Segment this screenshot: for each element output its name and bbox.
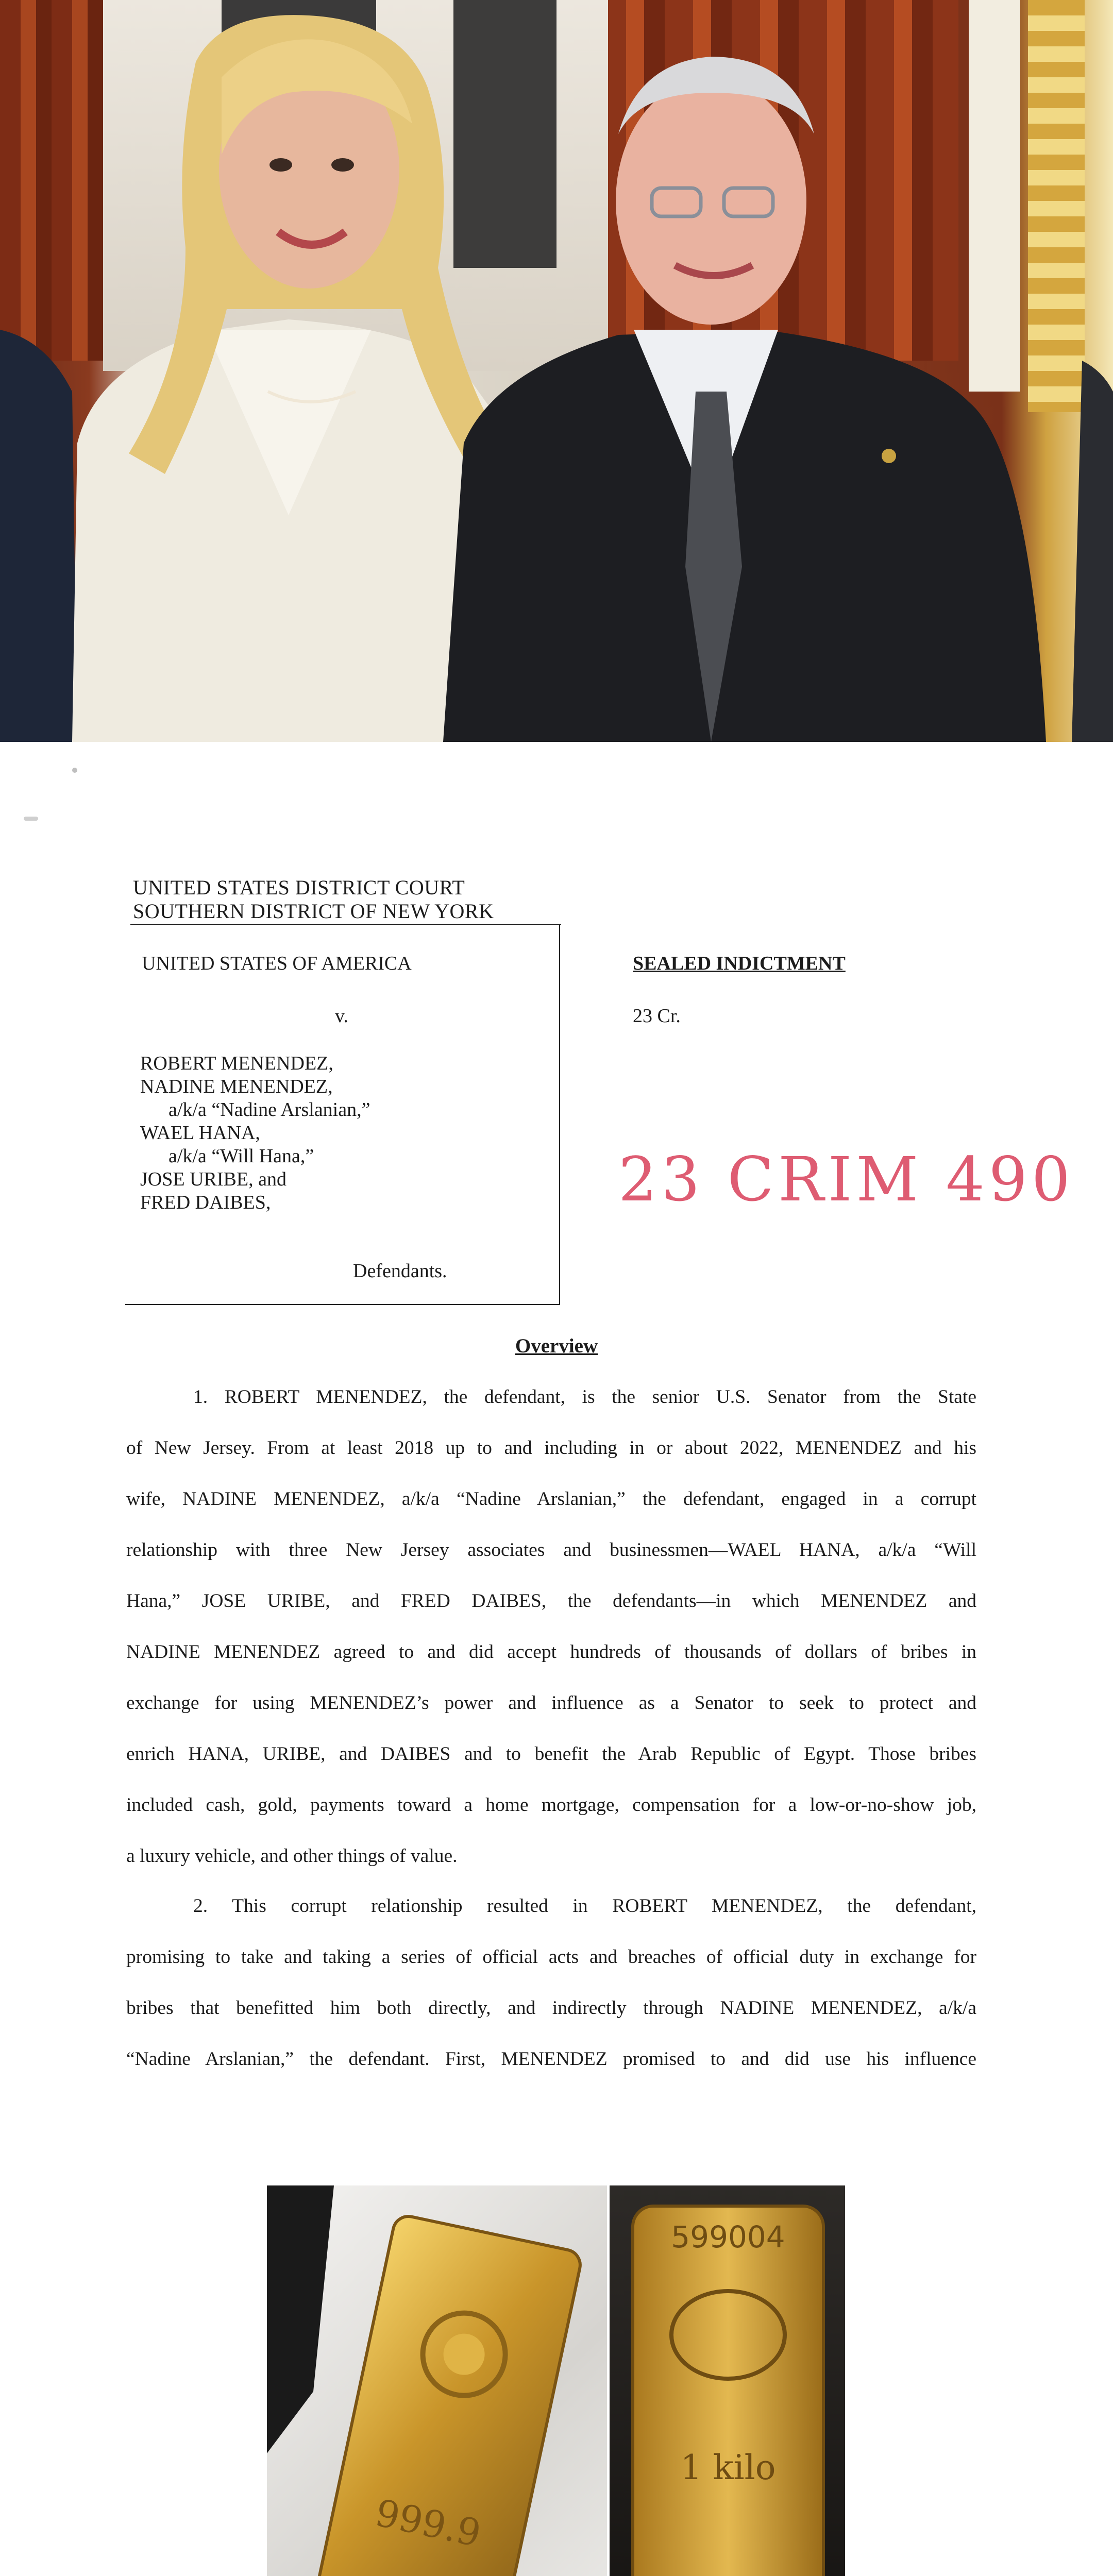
caption-vertical-rule	[559, 924, 560, 1305]
case-stamp: 23 CRIM 490	[618, 1144, 1074, 1215]
court-line-1: UNITED STATES DISTRICT COURT	[133, 876, 465, 899]
para1-line: enrich HANA, URIBE, and DAIBES and to benefit the Arab Republic of Egypt. Those bribes	[126, 1743, 976, 1765]
people-illustration	[0, 0, 1113, 742]
scan-mark	[72, 768, 77, 773]
para1-line: wife, NADINE MENENDEZ, a/k/a “Nadine Arslanian,” the defendant, engaged in a corrupt	[126, 1488, 976, 1510]
caption-bottom-rule	[125, 1304, 560, 1305]
court-heading	[133, 876, 494, 923]
defendants-label: Defendants.	[353, 1260, 447, 1282]
versus: v.	[335, 1005, 349, 1027]
plaintiff-name: UNITED STATES OF AMERICA	[142, 953, 412, 974]
para2-line: 2. This corrupt relationship resulted in ROBERT MENENDEZ, the defendant,	[193, 1895, 976, 1917]
case-number: 23 Cr.	[633, 1005, 681, 1027]
paragraph-2	[126, 1880, 976, 2084]
indictment-title: SEALED INDICTMENT	[633, 953, 846, 974]
gold-bar-1-illustration	[267, 2185, 607, 2576]
para1-line: NADINE MENENDEZ agreed to and did accept hundreds of thousands of dollars of bribes in	[126, 1641, 976, 1663]
para1-line: of New Jersey. From at least 2018 up to and including in or about 2022, MENENDEZ and his	[126, 1437, 976, 1459]
para1-line: 1. ROBERT MENENDEZ, the defendant, is the senior U.S. Senator from the State	[193, 1386, 976, 1408]
para1-line: a luxury vehicle, and other things of value.	[126, 1845, 458, 1867]
para1-line: exchange for using MENENDEZ’s power and influence as a Senator to seek to protect and	[126, 1692, 976, 1714]
para1-line: relationship with three New Jersey associates and businessmen—WAEL HANA, a/k/a “Will	[126, 1539, 976, 1561]
court-line-2: SOUTHERN DISTRICT OF NEW YORK	[133, 900, 494, 923]
para2-line: bribes that benefitted him both directly, and indirectly through NADINE MENENDEZ, a/k/a	[126, 1997, 976, 2019]
overview-heading: Overview	[515, 1335, 598, 1357]
defendant-line: NADINE MENENDEZ,	[140, 1076, 333, 1097]
para1-line: included cash, gold, payments toward a home mortgage, compensation for a low-or-no-show job,	[126, 1794, 976, 1816]
scan-mark	[24, 817, 38, 821]
bar1-engraving: 999.9	[372, 2490, 485, 2555]
para2-line: “Nadine Arslanian,” the defendant. First, MENENDEZ promised to and did use his influence	[126, 2048, 976, 2070]
para1-line: Hana,” JOSE URIBE, and FRED DAIBES, the defendants—in which MENENDEZ and	[126, 1590, 976, 1612]
defendant-line: WAEL HANA,	[140, 1122, 260, 1144]
defendant-line: a/k/a “Nadine Arslanian,”	[168, 1099, 370, 1121]
defendant-line: a/k/a “Will Hana,”	[168, 1145, 314, 1167]
paragraph-1	[126, 1371, 976, 1882]
defendant-line: ROBERT MENENDEZ,	[140, 1053, 333, 1074]
defendant-line: JOSE URIBE, and	[140, 1168, 286, 1190]
defendants-list	[140, 1052, 542, 1214]
para2-line: promising to take and taking a series of official acts and breaches of official duty in exchange for	[126, 1946, 976, 1968]
bar2-weight: 1 kilo	[680, 2448, 776, 2487]
bar2-serial: 599004	[671, 2219, 785, 2255]
gold-bar-photo-1	[267, 2185, 607, 2576]
hero-photo	[0, 0, 1113, 742]
gold-bar-2-illustration	[610, 2185, 845, 2576]
defendant-line: FRED DAIBES,	[140, 1192, 271, 1213]
gold-bar-photo-2	[610, 2185, 845, 2576]
caption-top-rule	[130, 924, 561, 925]
